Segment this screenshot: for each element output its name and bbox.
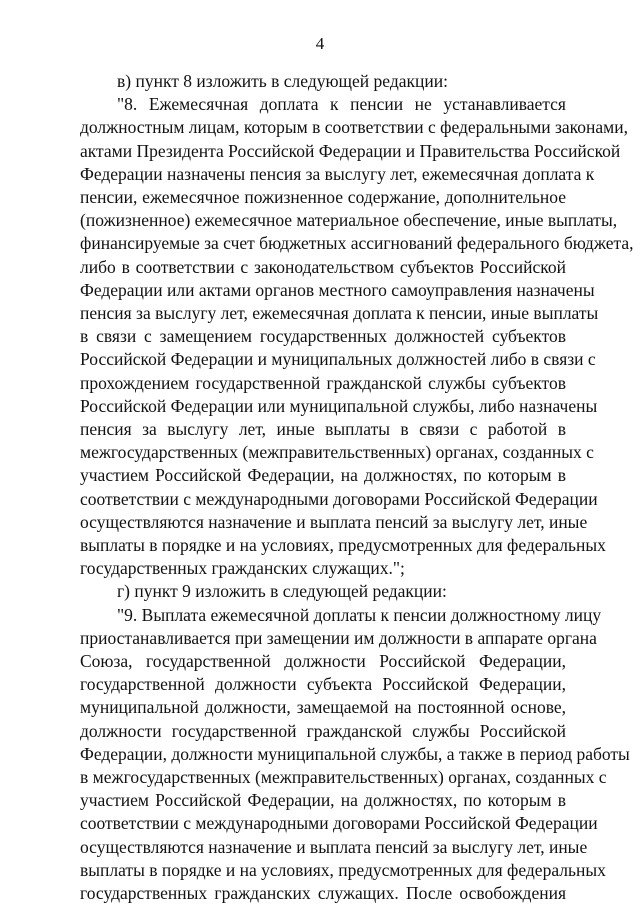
text-line: Федерации назначены пенсия за выслугу лет, ежемесячная доплата к <box>80 163 595 184</box>
text-line: либо в соответствии с законодательством субъектов Российской <box>80 256 566 277</box>
text-line: должности государственной гражданской службы Российской <box>80 720 566 741</box>
text-line: должностным лицам, которым в соответствии с федеральными законами, <box>80 117 628 138</box>
text-line: пенсии, ежемесячное пожизненное содержание, дополнительное <box>80 187 566 207</box>
text-line: (пожизненное) ежемесячное материальное обеспечение, иные выплаты, <box>80 210 618 231</box>
text-line: осуществляются назначение и выплата пенсий за выслугу лет, иные <box>80 836 588 857</box>
page-number: 4 <box>315 34 325 53</box>
text-line: Союза, государственной должности Российской Федерации, <box>80 651 566 671</box>
text-line: пенсия за выслугу лет, иные выплаты в связи с работой в <box>80 419 566 439</box>
text-line: государственных гражданских служащих. После освобождения <box>80 883 566 903</box>
text-line: актами Президента Российской Федерации и Правительства Российской <box>80 140 621 161</box>
text-line: Федерации, должности муниципальной службы, а также в период работы <box>80 743 630 764</box>
text-line: муниципальной должности, замещаемой на постоянной основе, <box>80 697 566 718</box>
text-line: приостанавливается при замещении им должности в аппарате органа <box>80 627 597 648</box>
text-line: в межгосударственных (межправительственных) органах, созданных с <box>80 767 607 787</box>
text-line: государственной должности субъекта Российской Федерации, <box>80 674 566 695</box>
text-line: "9. Выплата ежемесячной доплаты к пенсии должностному лицу <box>117 604 602 625</box>
text-line: в) пункт 8 изложить в следующей редакции: <box>117 71 448 91</box>
text-line: осуществляются назначение и выплата пенсий за выслугу лет, иные <box>80 511 588 532</box>
text-line: прохождением государственной гражданской службы субъектов <box>80 372 566 393</box>
text-line: выплаты в порядке и на условиях, предусмотренных для федеральных <box>80 859 606 880</box>
text-line: пенсия за выслугу лет, ежемесячная доплата к пенсии, иные выплаты <box>80 303 599 323</box>
text-line: участием Российской Федерации, на должностях, по которым в <box>80 465 566 486</box>
text-line: в связи с замещением государственных должностей субъектов <box>80 326 566 347</box>
text-line: соответствии с международными договорами Российской Федерации <box>80 813 598 834</box>
text-line: Российской Федерации или муниципальной службы, либо назначены <box>80 395 598 416</box>
text-line: г) пункт 9 изложить в следующей редакции: <box>117 581 447 602</box>
text-line: выплаты в порядке и на условиях, предусмотренных для федеральных <box>80 535 606 555</box>
text-line: государственных гражданских служащих."; <box>80 558 405 579</box>
text-line: Российской Федерации и муниципальных должностей либо в связи с <box>80 349 596 370</box>
text-line: финансируемые за счет бюджетных ассигнований федерального бюджета, <box>80 233 634 254</box>
text-line: межгосударственных (межправительственных) органах, созданных с <box>80 442 594 463</box>
text-line: Федерации или актами органов местного самоуправления назначены <box>80 279 595 300</box>
text-line: участием Российской Федерации, на должностях, по которым в <box>80 790 566 811</box>
text-line: соответствии с международными договорами Российской Федерации <box>80 488 598 509</box>
text-line: "8. Ежемесячная доплата к пенсии не устанавливается <box>117 94 566 115</box>
